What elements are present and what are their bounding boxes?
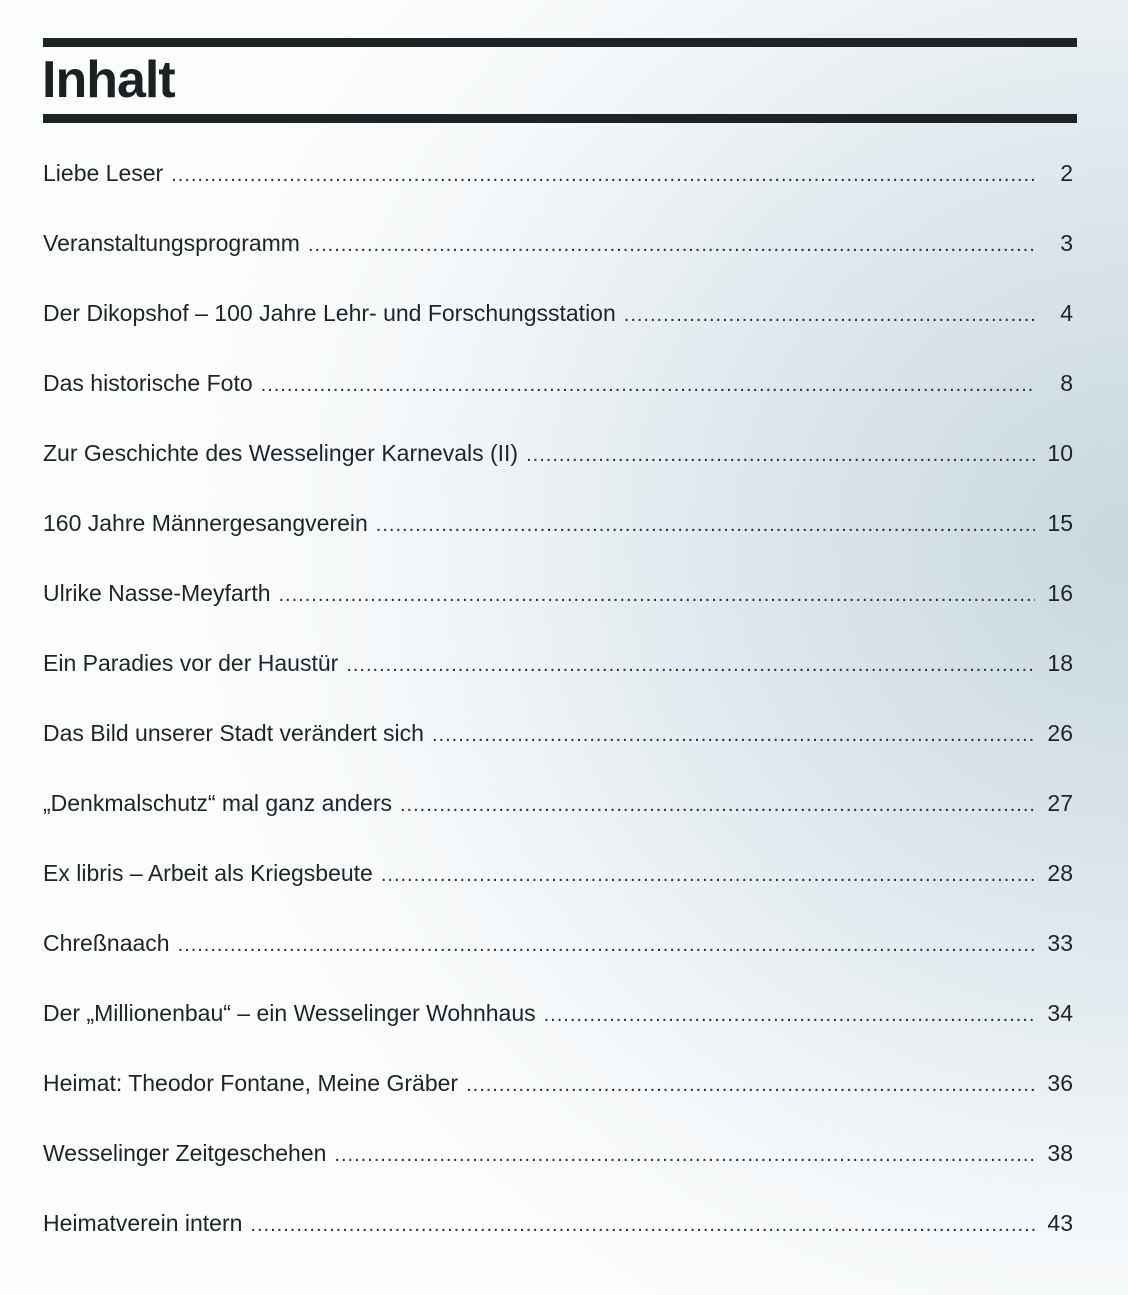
toc-entry-page: 4 (1060, 300, 1073, 326)
toc-entry-page: 16 (1047, 580, 1073, 606)
toc-entry (43, 1060, 1073, 1130)
toc-entry-page: 18 (1047, 650, 1073, 676)
toc-entry-page: 8 (1060, 370, 1073, 396)
table-of-contents (43, 150, 1073, 1270)
toc-entry-page: 28 (1047, 860, 1073, 886)
toc-entry (43, 710, 1073, 780)
toc-entry-page: 3 (1060, 230, 1073, 256)
toc-entry (43, 360, 1073, 430)
dot-leader (400, 782, 1035, 828)
toc-entry (43, 430, 1073, 500)
bottom-rule (43, 114, 1077, 123)
dot-leader (250, 1202, 1035, 1248)
toc-entry-title: Heimat: Theodor Fontane, Meine Gräber (43, 1070, 459, 1096)
dot-leader (334, 1132, 1035, 1178)
toc-entry-title: Das historische Foto (43, 370, 253, 396)
dot-leader (526, 432, 1035, 478)
toc-entry-title: Das Bild unserer Stadt verändert sich (43, 720, 424, 746)
toc-entry (43, 150, 1073, 220)
toc-entry (43, 990, 1073, 1060)
toc-entry-title: Ein Paradies vor der Haustür (43, 650, 339, 676)
toc-entry-page: 27 (1047, 790, 1073, 816)
toc-entry-page: 33 (1047, 930, 1073, 956)
toc-entry (43, 500, 1073, 570)
toc-entry-page: 2 (1060, 160, 1073, 186)
toc-entry-page: 10 (1047, 440, 1073, 466)
toc-entry-title: Der „Millionenbau“ – ein Wesselinger Wohnhaus (43, 1000, 536, 1026)
dot-leader (261, 362, 1035, 408)
toc-entry (43, 850, 1073, 920)
dot-leader (381, 852, 1035, 898)
toc-entry-page: 43 (1047, 1210, 1073, 1236)
toc-entry (43, 920, 1073, 990)
dot-leader (544, 992, 1035, 1038)
dot-leader (432, 712, 1035, 758)
toc-entry-title: Veranstaltungsprogramm (43, 230, 300, 256)
toc-entry-title: Wesselinger Zeitgeschehen (43, 1140, 327, 1166)
dot-leader (171, 152, 1035, 198)
dot-leader (466, 1062, 1035, 1108)
dot-leader (308, 222, 1035, 268)
toc-entry (43, 1200, 1073, 1270)
dot-leader (346, 642, 1035, 688)
toc-entry-page: 38 (1047, 1140, 1073, 1166)
toc-entry-title: Heimatverein intern (43, 1210, 243, 1236)
toc-entry-title: 160 Jahre Männergesangverein (43, 510, 368, 536)
dot-leader (376, 502, 1035, 548)
toc-entry-title: Der Dikopshof – 100 Jahre Lehr- und Forschungsstation (43, 300, 616, 326)
toc-entry-title: Chreßnaach (43, 930, 170, 956)
toc-entry-title: Ex libris – Arbeit als Kriegsbeute (43, 860, 373, 886)
page-title: Inhalt (42, 51, 175, 109)
toc-entry (43, 640, 1073, 710)
toc-entry (43, 290, 1073, 360)
toc-entry-page: 34 (1047, 1000, 1073, 1026)
toc-entry-title: Ulrike Nasse-Meyfarth (43, 580, 271, 606)
toc-entry (43, 780, 1073, 850)
toc-entry-title: Liebe Leser (43, 160, 164, 186)
toc-entry-page: 15 (1047, 510, 1073, 536)
dot-leader (624, 292, 1035, 338)
toc-entry-page: 36 (1047, 1070, 1073, 1096)
toc-entry-page: 26 (1047, 720, 1073, 746)
toc-entry (43, 1130, 1073, 1200)
toc-entry-title: Zur Geschichte des Wesselinger Karnevals (II) (43, 440, 519, 466)
dot-leader (279, 572, 1036, 618)
dot-leader (178, 922, 1035, 968)
toc-entry (43, 570, 1073, 640)
toc-entry-title: „Denkmalschutz“ mal ganz anders (43, 790, 392, 816)
top-rule (43, 38, 1077, 47)
toc-entry (43, 220, 1073, 290)
